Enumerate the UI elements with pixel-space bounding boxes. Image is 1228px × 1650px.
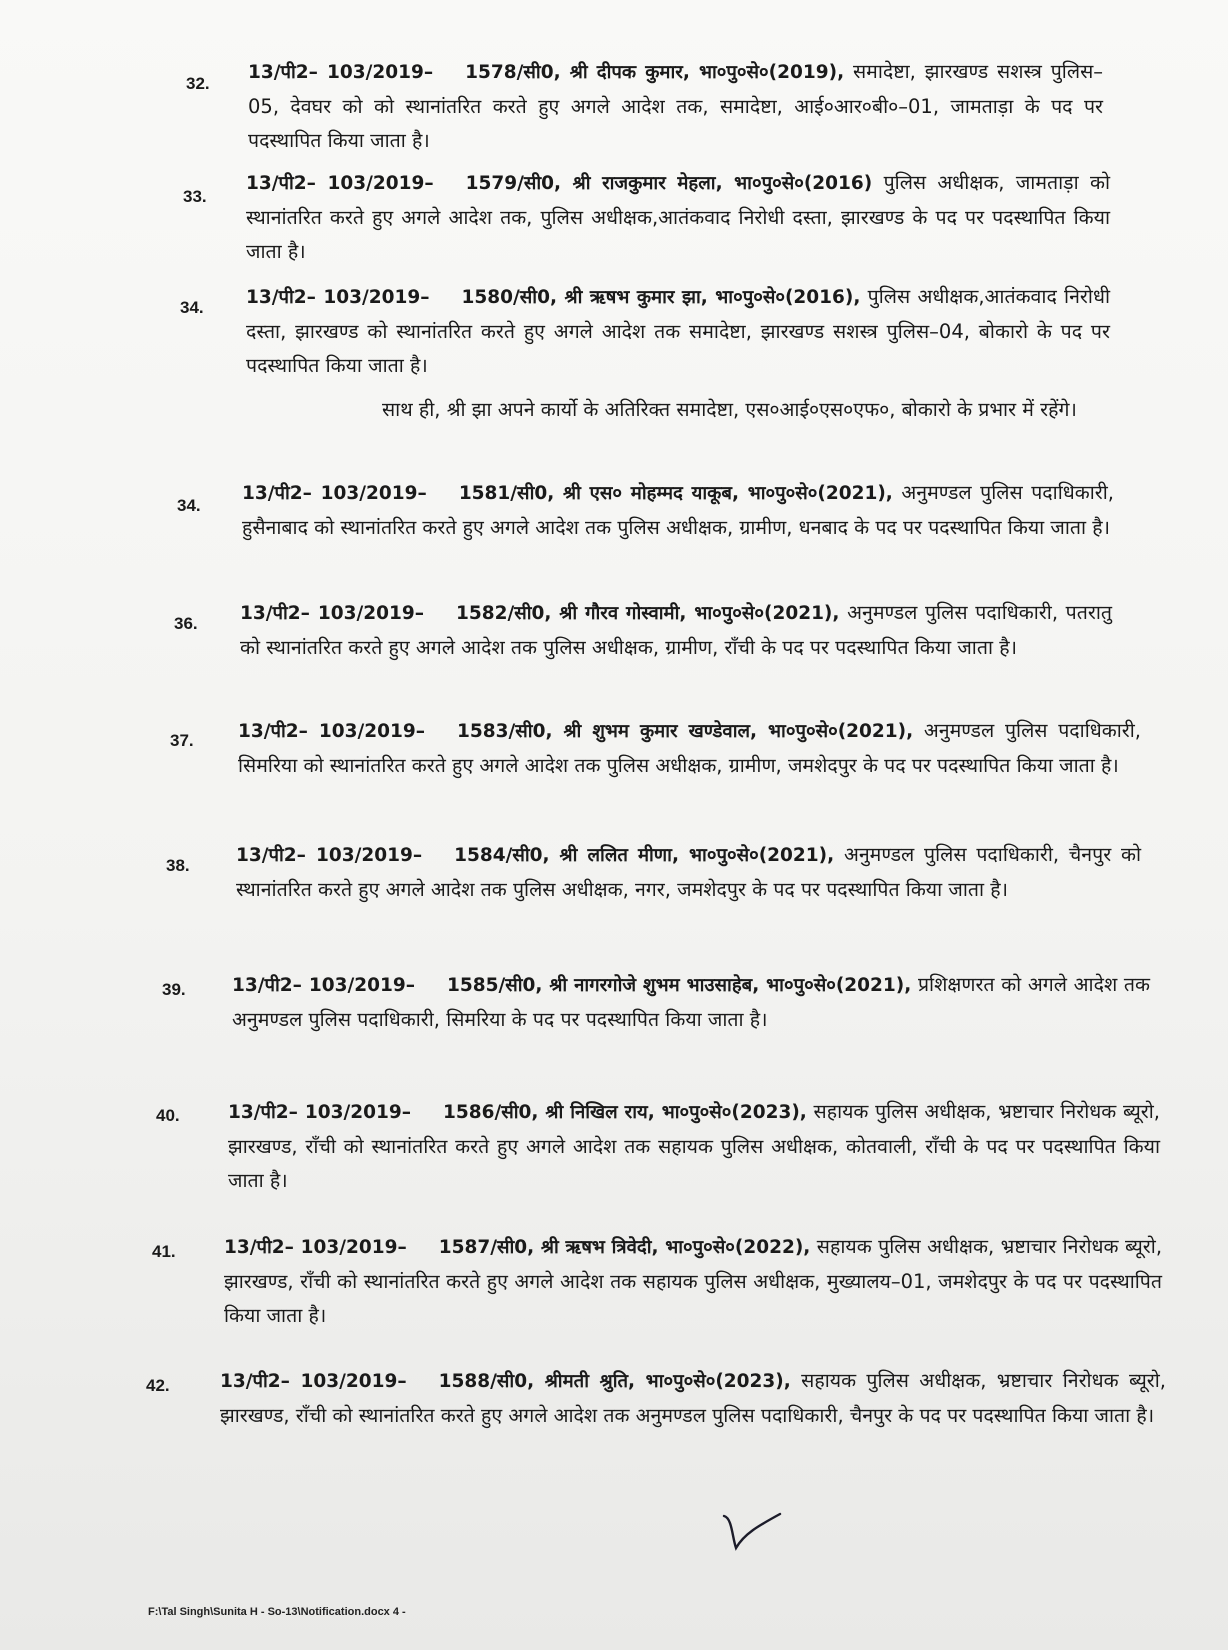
entry-number: 40. xyxy=(156,1106,180,1125)
entry-text: अनुमण्डल पुलिस पदाधिकारी, सिमरिया को स्थानांतरित करते हुए अगले आदेश तक पुलिस अधीक्षक, ग्रामीण, जमशेदपुर के पद पर पदस्थापित किया जाता है। xyxy=(238,719,1141,777)
file-reference: 13/पी2– 103/2019– xyxy=(242,483,427,504)
entry-text: अनुमण्डल पुलिस पदाधिकारी, हुसैनाबाद को स्थानांतरित करते हुए अगले आदेश तक पुलिस अधीक्षक, ग्रामीण, धनबाद के पद पर पदस्थापित किया जाता है। xyxy=(242,481,1115,539)
officer-heading: 1588/सी0, श्रीमती श्रुति, भा०पु०से०(2023), xyxy=(438,1371,791,1392)
officer-heading: 1582/सी0, श्री गौरव गोस्वामी, भा०पु०से०(2021), xyxy=(455,603,840,624)
entry-number: 36. xyxy=(174,614,198,633)
file-reference: 13/पी2– 103/2019– xyxy=(246,173,434,194)
entry-body xyxy=(238,714,1141,783)
entry-number: 39. xyxy=(162,980,186,999)
officer-heading: 1585/सी0, श्री नागरगोजे शुभम भाउसाहेब, भा०पु०से०(2021), xyxy=(446,975,912,996)
entry-text: पुलिस अधीक्षक,आतंकवाद निरोधी दस्ता, झारखण्ड को स्थानांतरित करते हुए अगले आदेश तक समादेष्टा, झारखण्ड सशस्त्र पुलिस–04, बोकारो के पद पर पदस्थापित किया जाता है। xyxy=(246,285,1111,377)
entry-body xyxy=(220,1364,1166,1433)
officer-heading: 1581/सी0, श्री एस० मोहम्मद याकूब, भा०पु०से०(2021), xyxy=(458,483,893,504)
file-reference: 13/पी2– 103/2019– xyxy=(240,603,424,624)
officer-heading: 1580/सी0, श्री ऋषभ कुमार झा, भा०पु०से०(2016), xyxy=(461,287,861,308)
entry-number: 38. xyxy=(166,856,190,875)
entry-text: समादेष्टा, झारखण्ड सशस्त्र पुलिस–05, देवघर को को स्थानांतरित करते हुए अगले आदेश तक, समादेष्टा, आई०आर०बी०–01, जामताड़ा के पद पर पदस्थापित किया जाता है। xyxy=(248,60,1104,152)
officer-heading: 1586/सी0, श्री निखिल राय, भा०पु०से०(2023), xyxy=(442,1102,807,1123)
entry-number: 42. xyxy=(146,1376,170,1395)
entry-body xyxy=(232,968,1150,1037)
officer-heading: 1578/सी0, श्री दीपक कुमार, भा०पु०से०(2019), xyxy=(465,62,845,83)
entry-text: अनुमण्डल पुलिस पदाधिकारी, पतरातु को स्थानांतरित करते हुए अगले आदेश तक पुलिस अधीक्षक, ग्रामीण, राँची के पद पर पदस्थापित किया जाता है। xyxy=(240,601,1113,659)
file-reference: 13/पी2– 103/2019– xyxy=(238,721,426,742)
entry-body xyxy=(248,55,1103,158)
entry-number: 34. xyxy=(180,298,204,317)
entry-text: सहायक पुलिस अधीक्षक, भ्रष्टाचार निरोधक ब्यूरो, झारखण्ड, राँची को स्थानांतरित करते हुए अगले आदेश तक सहायक पुलिस अधीक्षक, मुख्यालय–01, जमशेदपुर के पद पर पदस्थापित किया जाता है। xyxy=(224,1235,1163,1327)
file-reference: 13/पी2– 103/2019– xyxy=(224,1237,407,1258)
entry-number: 32. xyxy=(186,74,210,93)
entry-number: 37. xyxy=(170,731,194,750)
officer-heading: 1579/सी0, श्री राजकुमार मेहला, भा०पु०से०(2016) xyxy=(465,173,873,194)
entry-text: सहायक पुलिस अधीक्षक, भ्रष्टाचार निरोधक ब्यूरो, झारखण्ड, राँची को स्थानांतरित करते हुए अगले आदेश तक सहायक पुलिस अधीक्षक, कोतवाली, राँची के पद पर पदस्थापित किया जाता है। xyxy=(228,1100,1161,1192)
file-reference: 13/पी2– 103/2019– xyxy=(248,62,434,83)
entry-text: अनुमण्डल पुलिस पदाधिकारी, चैनपुर को स्थानांतरित करते हुए अगले आदेश तक पुलिस अधीक्षक, नगर, जमशेदपुर के पद पर पदस्थापित किया जाता है। xyxy=(236,843,1141,901)
entry-body xyxy=(246,166,1110,269)
entry-body xyxy=(246,280,1110,383)
handwritten-initial-mark xyxy=(718,1508,788,1554)
file-reference: 13/पी2– 103/2019– xyxy=(220,1371,407,1392)
additional-charge-note: साथ ही, श्री झा अपने कार्यो के अतिरिक्त समादेष्टा, एस०आई०एस०एफ०, बोकारो के प्रभार में रहेंगे। xyxy=(382,398,1077,421)
entry-body xyxy=(228,1095,1160,1198)
entry-number: 33. xyxy=(183,187,207,206)
officer-heading: 1583/सी0, श्री शुभम कुमार खण्डेवाल, भा०पु०से०(2021), xyxy=(457,721,914,742)
file-reference: 13/पी2– 103/2019– xyxy=(232,975,415,996)
file-reference: 13/पी2– 103/2019– xyxy=(236,845,423,866)
entry-body xyxy=(236,838,1141,907)
entry-number: 41. xyxy=(152,1242,176,1261)
entry-body xyxy=(240,596,1112,665)
officer-heading: 1587/सी0, श्री ऋषभ त्रिवेदी, भा०पु०से०(2022), xyxy=(438,1237,811,1258)
file-reference: 13/पी2– 103/2019– xyxy=(228,1102,411,1123)
file-reference: 13/पी2– 103/2019– xyxy=(246,287,430,308)
entry-text: सहायक पुलिस अधीक्षक, भ्रष्टाचार निरोधक ब्यूरो, झारखण्ड, राँची को स्थानांतरित करते हुए अगले आदेश तक अनुमण्डल पुलिस पदाधिकारी, चैनपुर के पद पर पदस्थापित किया जाता है। xyxy=(220,1369,1167,1427)
entry-body xyxy=(224,1230,1162,1333)
entry-text: प्रशिक्षणरत को अगले आदेश तक अनुमण्डल पुलिस पदाधिकारी, सिमरिया के पद पर पदस्थापित किया जाता है। xyxy=(232,973,1150,1031)
file-path-footer: F:\Tal Singh\Sunita H - So-13\Notification.docx 4 - xyxy=(148,1606,406,1618)
entry-number: 34. xyxy=(177,496,201,515)
entry-text: पुलिस अधीक्षक, जामताड़ा को स्थानांतरित करते हुए अगले आदेश तक, पुलिस अधीक्षक,आतंकवाद निरोधी दस्ता, झारखण्ड के पद पर पदस्थापित किया जाता है। xyxy=(246,171,1111,263)
entry-body xyxy=(242,476,1114,545)
officer-heading: 1584/सी0, श्री ललित मीणा, भा०पु०से०(2021), xyxy=(454,845,835,866)
